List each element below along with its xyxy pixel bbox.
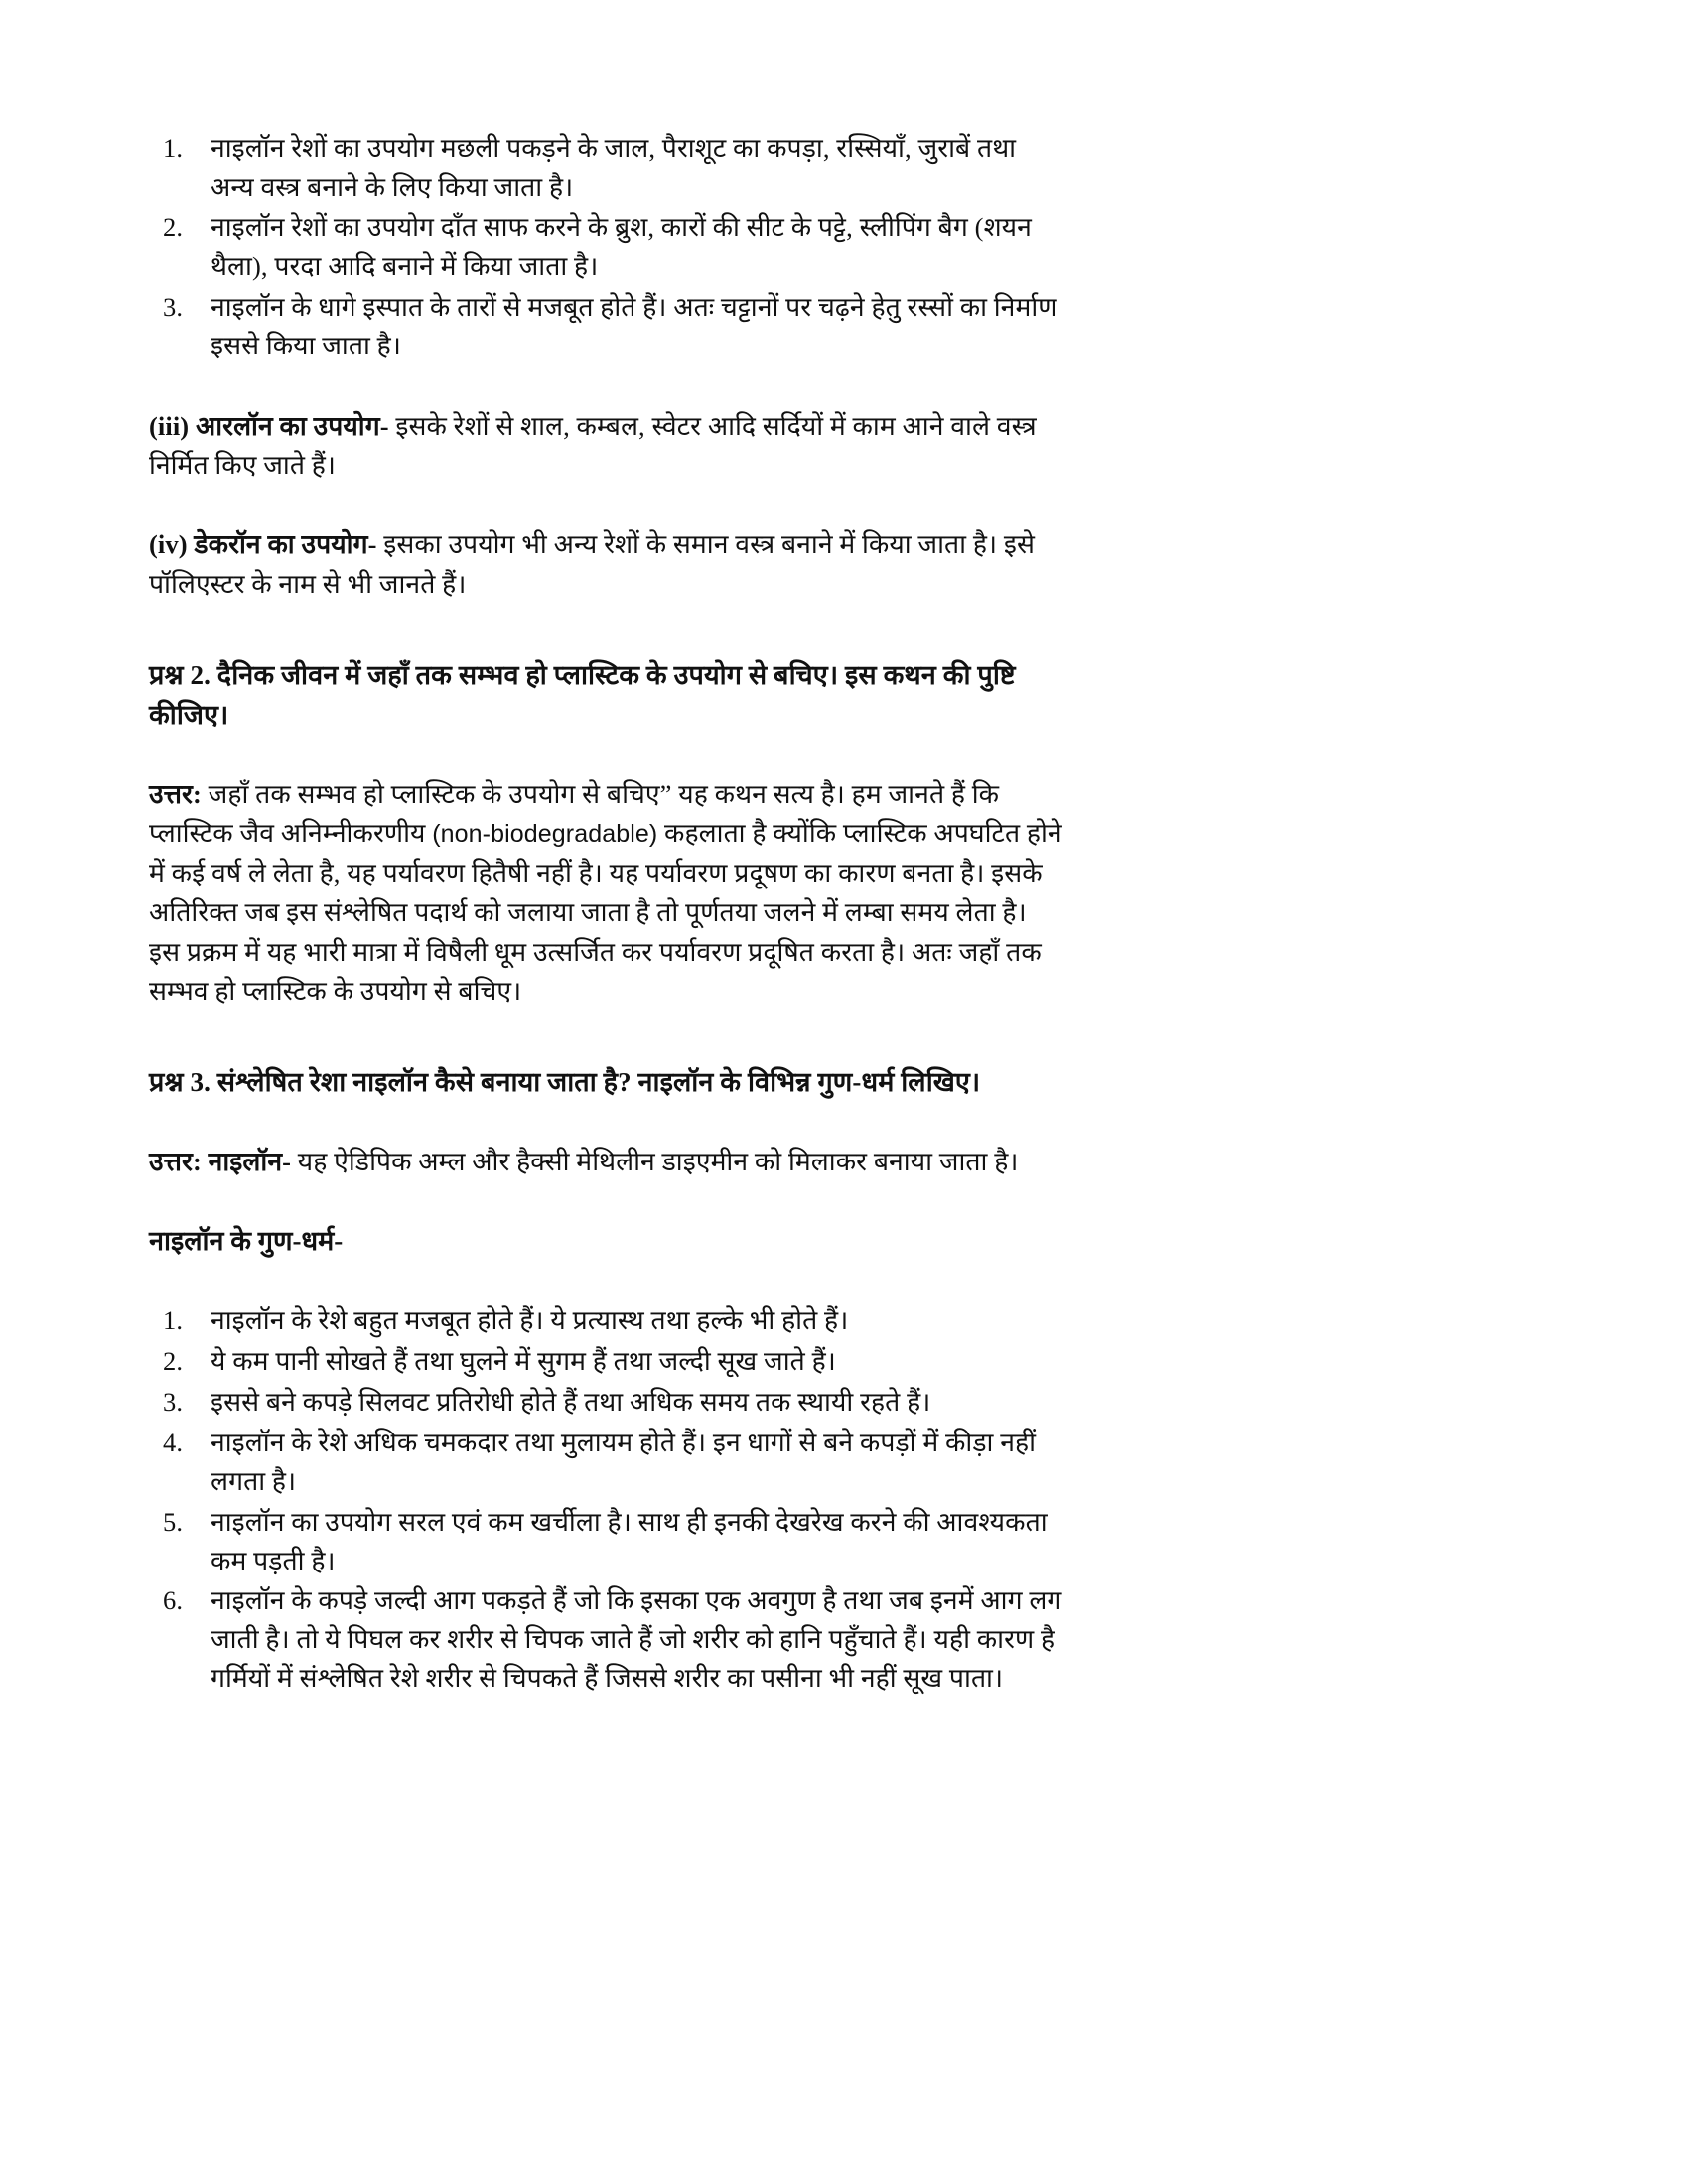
answer-label: उत्तर: <box>149 778 202 809</box>
list-item-text: नाइलॉन के धागे इस्पात के तारों से मजबूत होते हैं। अतः चट्टानों पर चढ़ने हेतु रस्सों का निर्माण इससे किया जाता है। <box>211 291 1057 360</box>
spacer <box>149 736 1062 775</box>
list-item <box>149 1383 1062 1422</box>
nylon-properties-heading: नाइलॉन के गुण-धर्म- <box>149 1225 344 1256</box>
list-marker: 3. <box>163 291 184 322</box>
list-item-text: इससे बने कपड़े सिलवट प्रतिरोधी होते हैं तथा अधिक समय तक स्थायी रहते हैं। <box>211 1386 931 1417</box>
spacer <box>149 1103 1062 1143</box>
spacer <box>149 605 1062 656</box>
section-iv-paragraph <box>149 525 1062 605</box>
list-item <box>149 1581 1062 1698</box>
answer-latin-term: (non-biodegradable) <box>432 820 658 849</box>
list-item-text: ये कम पानी सोखते हैं तथा घुलने में सुगम हैं तथा जल्दी सूख जाते हैं। <box>211 1345 836 1376</box>
answer-label: उत्तर: नाइलॉन- <box>149 1147 292 1177</box>
list-item-text: नाइलॉन रेशों का उपयोग दाँत साफ करने के ब्रुश, कारों की सीट के पट्टे, स्लीपिंग बैग (शयन थैला), परदा आदि बनाने में किया जाता है। <box>211 211 1032 281</box>
list-item <box>149 129 1062 206</box>
answer-text: यह ऐडिपिक अम्ल और हैक्सी मेथिलीन डाइएमीन को मिलाकर बनाया जाता है। <box>291 1147 1019 1177</box>
list-item <box>149 1503 1062 1580</box>
question-2-answer <box>149 775 1062 1013</box>
list-item-text: नाइलॉन के कपड़े जल्दी आग पकड़ते हैं जो कि इसका एक अवगुण है तथा जब इनमें आग लग जाती है। तो ये पिघल कर शरीर से चिपक जाते हैं जो शरीर को हानि पहुँचाते हैं। यही कारण है गर्मियों में संश्लेषित रेशे शरीर से चिपकते हैं जिससे शरीर का पसीना भी नहीं सूख पाता। <box>211 1585 1062 1694</box>
list-item-text: नाइलॉन रेशों का उपयोग मछली पकड़ने के जाल, पैराशूट का कपड़ा, रस्सियाँ, जुराबें तथा अन्य वस्त्र बनाने के लिए किया जाता है। <box>211 133 1017 202</box>
list-marker: 3. <box>163 1386 184 1417</box>
nylon-properties-list <box>149 1301 1062 1699</box>
list-marker: 2. <box>163 211 184 242</box>
list-item <box>149 1301 1062 1340</box>
spacer <box>149 485 1062 525</box>
list-item-text: नाइलॉन के रेशे बहुत मजबूत होते हैं। ये प्रत्यास्थ तथा हल्के भी होते हैं। <box>211 1304 849 1335</box>
list-marker: 2. <box>163 1345 184 1376</box>
list-item <box>149 208 1062 286</box>
spacer <box>149 1262 1062 1301</box>
question-2-heading: प्रश्न 2. दैनिक जीवन में जहाँ तक सम्भव हो प्लास्टिक के उपयोग से बचिए। इस कथन की पुष्टि कीजिए। <box>149 659 1016 730</box>
section-iii-label: (iii) आरलॉन का उपयोग- <box>149 410 389 441</box>
spacer <box>149 1012 1062 1063</box>
list-marker: 4. <box>163 1427 184 1457</box>
spacer <box>149 1182 1062 1222</box>
section-iv-text: इसका उपयोग भी अन्य रेशों के समान वस्त्र बनाने में किया जाता है। इसे पॉलिएस्टर के नाम से भी जानते हैं। <box>149 529 1036 599</box>
nylon-uses-list <box>149 129 1062 365</box>
list-item <box>149 288 1062 365</box>
list-item-text: नाइलॉन के रेशे अधिक चमकदार तथा मुलायम होते हैं। इन धागों से बने कपड़ों में कीड़ा नहीं लगता है। <box>211 1427 1037 1496</box>
list-item <box>149 1342 1062 1381</box>
list-item <box>149 1424 1062 1501</box>
section-iii-paragraph <box>149 407 1062 486</box>
question-3-heading: प्रश्न 3. संश्लेषित रेशा नाइलॉन कैसे बनाया जाता है? नाइलॉन के विभिन्न गुण-धर्म लिखिए। <box>149 1067 981 1098</box>
section-iii-text: इसके रेशों से शाल, कम्बल, स्वेटर आदि सर्दियों में काम आने वाले वस्त्र निर्मित किए जाते हैं। <box>149 410 1037 480</box>
answer-text-part-1: जहाँ तक सम्भव हो प्लास्टिक के उपयोग से बचिए” यह कथन सत्य है। हम जानते हैं कि प्लास्टिक जैव अनिम्नीकरणीय <box>149 778 1000 849</box>
section-iv-label: (iv) डेकरॉन का उपयोग- <box>149 529 377 560</box>
spacer <box>149 367 1062 407</box>
document-body <box>149 129 1062 1698</box>
list-item-text: नाइलॉन का उपयोग सरल एवं कम खर्चीला है। साथ ही इनकी देखरेख करने की आवश्यकता कम पड़ती है। <box>211 1506 1048 1575</box>
question-3-answer <box>149 1143 1062 1182</box>
list-marker: 6. <box>163 1585 184 1616</box>
list-marker: 5. <box>163 1506 184 1537</box>
list-marker: 1. <box>163 133 184 163</box>
list-marker: 1. <box>163 1304 184 1335</box>
answer-text-part-2: कहलाता है क्योंकि प्लास्टिक अपघटित होने में कई वर्ष ले लेता है, यह पर्यावरण हितैषी नहीं है। यह पर्यावरण प्रदूषण का कारण बनता है। इसके अतिरिक्त जब इस संश्लेषित पदार्थ को जलाया जाता है तो पूर्णतया जलने में लम्बा समय लेता है। इस प्रक्रम में यह भारी मात्रा में विषैली धूम उत्सर्जित कर पर्यावरण प्रदूषित करता है। अतः जहाँ तक सम्भव हो प्लास्टिक के उपयोग से बचिए। <box>149 818 1062 1007</box>
